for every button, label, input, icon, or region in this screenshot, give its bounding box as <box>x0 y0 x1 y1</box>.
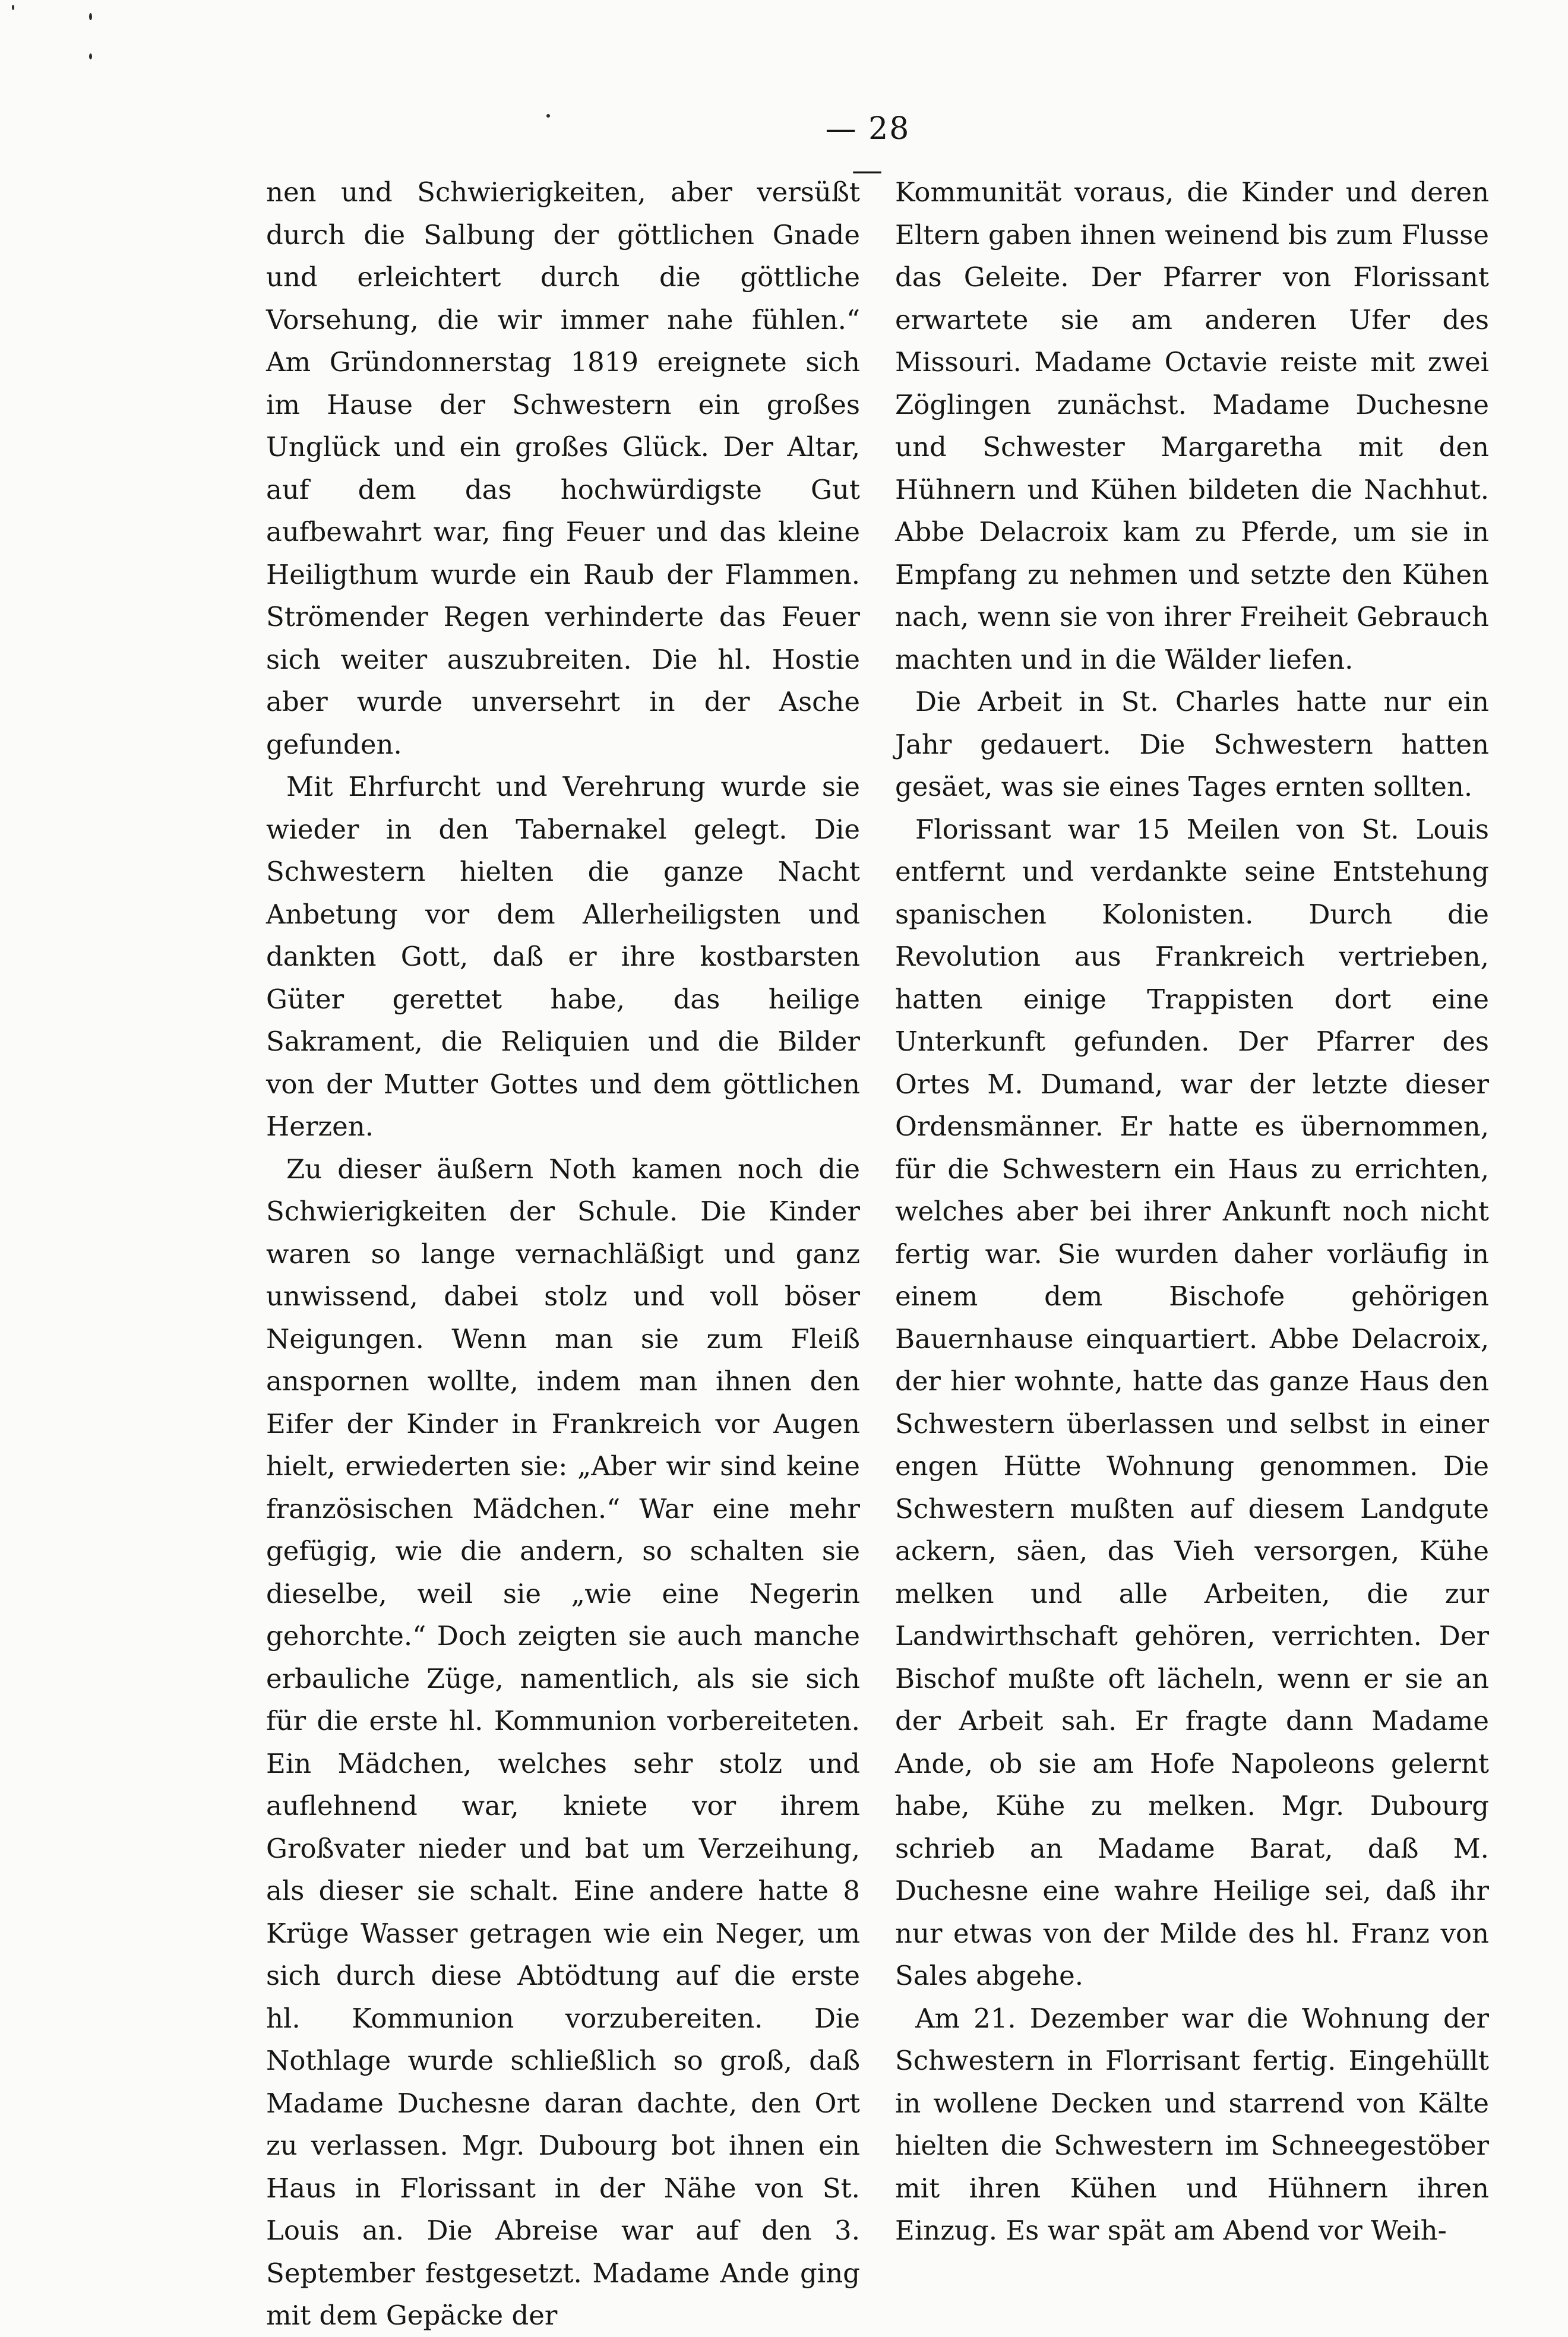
right-paragraph-2: Die Arbeit in St. Charles hatte nur ein Jahr gedauert. Die Schwestern hatten gesäet, was sie eines Tages ernten sollten. <box>895 686 1489 802</box>
right-column <box>895 171 1489 2252</box>
left-column <box>266 171 860 2337</box>
scan-speck <box>89 13 92 20</box>
scan-speck <box>12 5 14 10</box>
page-number: — 28 — <box>825 111 911 188</box>
right-paragraph-4: Am 21. Dezember war die Wohnung der Schwestern in Florrisant fertig. Eingehüllt in wollene Decken und starrend von Kälte hielten die Schwestern im Schneegestöber mit ihren Kühen und Hühnern ihren Einzug. Es war spät am Abend vor Weih- <box>895 2002 1489 2246</box>
right-paragraph-1: Kommunität voraus, die Kinder und deren Eltern gaben ihnen weinend bis zum Flusse das Geleite. Der Pfarrer von Florissant erwartete sie am anderen Ufer des Missouri. Madame Octavie reiste mit zwei Zöglingen zunächst. Madame Duchesne und Schwester Margaretha mit den Hühnern und Kühen bildeten die Nachhut. Abbe Delacroix kam zu Pferde, um sie in Empfang zu nehmen und setzte den Kühen nach, wenn sie von ihrer Freiheit Gebrauch machten und in die Wälder liefen. <box>895 176 1489 675</box>
left-paragraph-2: Mit Ehrfurcht und Verehrung wurde sie wieder in den Tabernakel gelegt. Die Schwestern hielten die ganze Nacht Anbetung vor dem Allerheiligsten und dankten Gott, daß er ihre kostbarsten Güter gerettet habe, das heilige Sakrament, die Reliquien und die Bilder von der Mutter Gottes und dem göttlichen Herzen. <box>266 771 860 1142</box>
left-paragraph-1: nen und Schwierigkeiten, aber versüßt durch die Salbung der göttlichen Gnade und erleichtert durch die göttliche Vorsehung, die wir immer nahe fühlen.“ Am Gründonnerstag 1819 ereignete sich im Hause der Schwestern ein großes Unglück und ein großes Glück. Der Altar, auf dem das hochwürdigste Gut aufbewahrt war, fing Feuer und das kleine Heiligthum wurde ein Raub der Flammen. Strömender Regen verhinderte das Feuer sich weiter auszubreiten. Die hl. Hostie aber wurde unversehrt in der Asche gefunden. <box>266 176 860 760</box>
scan-speck <box>546 114 550 118</box>
left-paragraph-3: Zu dieser äußern Noth kamen noch die Schwierigkeiten der Schule. Die Kinder waren so lange vernachläßigt und ganz unwissend, dabei stolz und voll böser Neigungen. Wenn man sie zum Fleiß anspornen wollte, indem man ihnen den Eifer der Kinder in Frankreich vor Augen hielt, erwiederten sie: „Aber wir sind keine französischen Mädchen.“ War eine mehr gefügig, wie die andern, so schalten sie dieselbe, weil sie „wie eine Negerin gehorchte.“ Doch zeigten sie auch manche erbauliche Züge, namentlich, als sie sich für die erste hl. Kommunion vorbereiteten. Ein Mädchen, welches sehr stolz und auflehnend war, kniete vor ihrem Großvater nieder und bat um Verzeihung, als dieser sie schalt. Eine andere hatte 8 Krüge Wasser getragen wie ein Neger, um sich durch diese Abtödtung auf die erste hl. Kommunion vorzubereiten. Die Nothlage wurde schließlich so groß, daß Madame Duchesne daran dachte, den Ort zu verlassen. Mgr. Dubourg bot ihnen ein Haus in Florissant in der Nähe von St. Louis an. Die Abreise war auf den 3. September festgesetzt. Madame Ande ging mit dem Gepäcke der <box>266 1153 860 2331</box>
scan-speck <box>89 53 92 59</box>
right-paragraph-3: Florissant war 15 Meilen von St. Louis entfernt und verdankte seine Entstehung spanischen Kolonisten. Durch die Revolution aus Frankreich vertrieben, hatten einige Trappisten dort eine Unterkunft gefunden. Der Pfarrer des Ortes M. Dumand, war der letzte dieser Ordensmänner. Er hatte es übernommen, für die Schwestern ein Haus zu errichten, welches aber bei ihrer Ankunft noch nicht fertig war. Sie wurden daher vorläufig in einem dem Bischofe gehörigen Bauernhause einquartiert. Abbe Delacroix, der hier wohnte, hatte das ganze Haus den Schwestern überlassen und selbst in einer engen Hütte Wohnung genommen. Die Schwestern mußten auf diesem Landgute ackern, säen, das Vieh versorgen, Kühe melken und alle Arbeiten, die zur Landwirthschaft gehören, verrichten. Der Bischof mußte oft lächeln, wenn er sie an der Arbeit sah. Er fragte dann Madame Ande, ob sie am Hofe Napoleons gelernt habe, Kühe zu melken. Mgr. Dubourg schrieb an Madame Barat, daß M. Duchesne eine wahre Heilige sei, daß ihr nur etwas von der Milde des hl. Franz von Sales abgehe. <box>895 813 1489 1991</box>
